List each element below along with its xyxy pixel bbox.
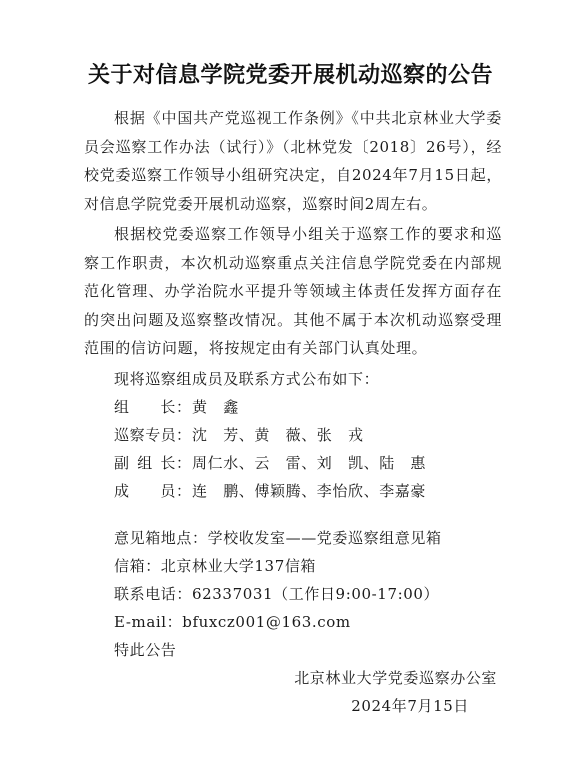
contact-phone: 联系电话：62337031（工作日9:00-17:00）	[114, 585, 440, 603]
member-row-specialist	[114, 424, 364, 445]
closing-text: 特此公告	[114, 641, 177, 659]
member-names: 连 鹏、傅颖腾、李怡欣、李嘉豪	[192, 482, 427, 500]
member-row-leader	[114, 396, 239, 417]
member-row-members	[114, 480, 426, 501]
signature-date: 2024年7月15日	[351, 697, 469, 715]
member-colon: ：	[176, 454, 192, 472]
member-colon: ：	[176, 426, 192, 444]
member-colon: ：	[176, 482, 192, 500]
signature-org: 北京林业大学党委巡察办公室	[294, 669, 497, 687]
page-title: 关于对信息学院党委开展机动巡察的公告	[87, 63, 493, 88]
member-role: 组长	[114, 398, 176, 416]
contact-email[interactable]: E-mail：bfuxcz001@163.com	[114, 613, 351, 631]
contact-mailbox: 意见箱地点：学校收发室——党委巡察组意见箱	[114, 529, 442, 547]
member-role: 成员	[114, 482, 176, 500]
member-names: 沈 芳、黄 薇、张 戎	[192, 426, 364, 444]
paragraph-focus	[84, 220, 502, 363]
member-row-deputy	[114, 452, 426, 473]
member-role: 副组长	[114, 454, 176, 472]
paragraph-text: 根据校党委巡察工作领导小组关于巡察工作的要求和巡察工作职责，本次机动巡察重点关注信息学院党委在内部规范化管理、办学治院水平提升等领域主体责任发挥方面存在的突出问题及巡察整改情况。其他不属于本次机动巡察受理范围的信访问题，将按规定由有关部门认真处理。	[84, 225, 502, 357]
member-role: 巡察专员	[114, 426, 177, 444]
members-intro: 现将巡察组成员及联系方式公布如下：	[114, 370, 380, 388]
contact-letterbox: 信箱：北京林业大学137信箱	[114, 557, 317, 575]
member-names: 周仁水、云 雷、刘 凯、陆 惠	[192, 454, 427, 472]
paragraph-basis	[84, 104, 502, 218]
paragraph-text: 根据《中国共产党巡视工作条例》《中共北京林业大学委员会巡察工作办法（试行）》（北林党发〔2018〕26号），经校党委巡察工作领导小组研究决定，自2024年7月15日起，对信息学院党委开展机动巡察，巡察时间2周左右。	[84, 109, 502, 213]
member-names: 黄 鑫	[192, 398, 239, 416]
member-colon: ：	[176, 398, 192, 416]
